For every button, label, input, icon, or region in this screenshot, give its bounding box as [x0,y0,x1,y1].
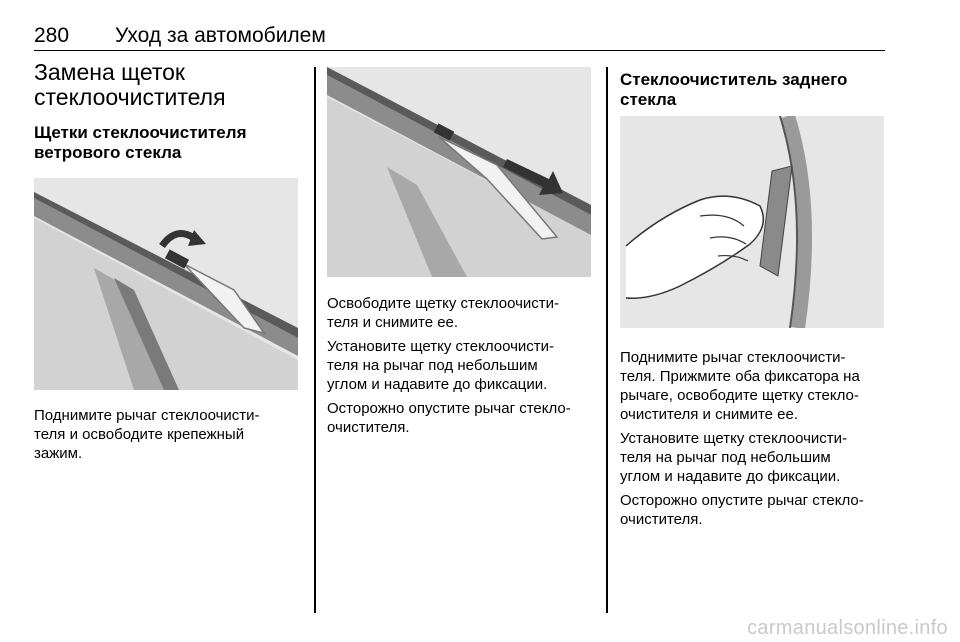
paragraph-rear-lift: Поднимите рычаг стеклоочисти- теля. Прижмите оба фиксатора на рычаге, освободите щетку стекло- очистителя и снимите ее. [620,349,860,423]
figure-wiper-clip [34,178,298,390]
page-number: 280 [34,24,70,47]
column-2 [327,67,591,437]
paragraph-lower-arm: Осторожно опустите рычаг стекло- очистителя. [327,400,571,436]
paragraph-install-blade: Установите щетку стеклоочисти- теля на рычаг под небольшим углом и надавите до фиксации. [327,338,555,393]
page-header [34,20,885,51]
column-3 [620,70,886,529]
figure-wiper-remove [327,67,591,277]
section-title: Замена щеток стеклоочистителя [34,59,226,110]
column-divider-1 [314,67,316,613]
figure-rear-wiper [620,116,884,328]
subsection-title-windshield: Щетки стеклоочистителя ветрового стекла [34,123,247,162]
instruction-text: Поднимите рычаг стеклоочисти- теля и освободите крепежный зажим. [34,407,260,462]
paragraph-rear-install: Установите щетку стеклоочисти- теля на рычаг под небольшим углом и надавите до фиксации. [620,430,848,485]
column-1 [34,60,300,463]
column-divider-2 [606,67,608,613]
paragraph-rear-lower: Осторожно опустите рычаг стекло- очистителя. [620,492,864,528]
watermark: carmanualsonline.info [747,617,948,639]
paragraph-release-blade: Освободите щетку стеклоочисти- теля и снимите ее. [327,295,560,331]
subsection-title-rear: Стеклоочиститель заднего стекла [620,70,848,109]
chapter-title: Уход за автомобилем [115,24,326,47]
